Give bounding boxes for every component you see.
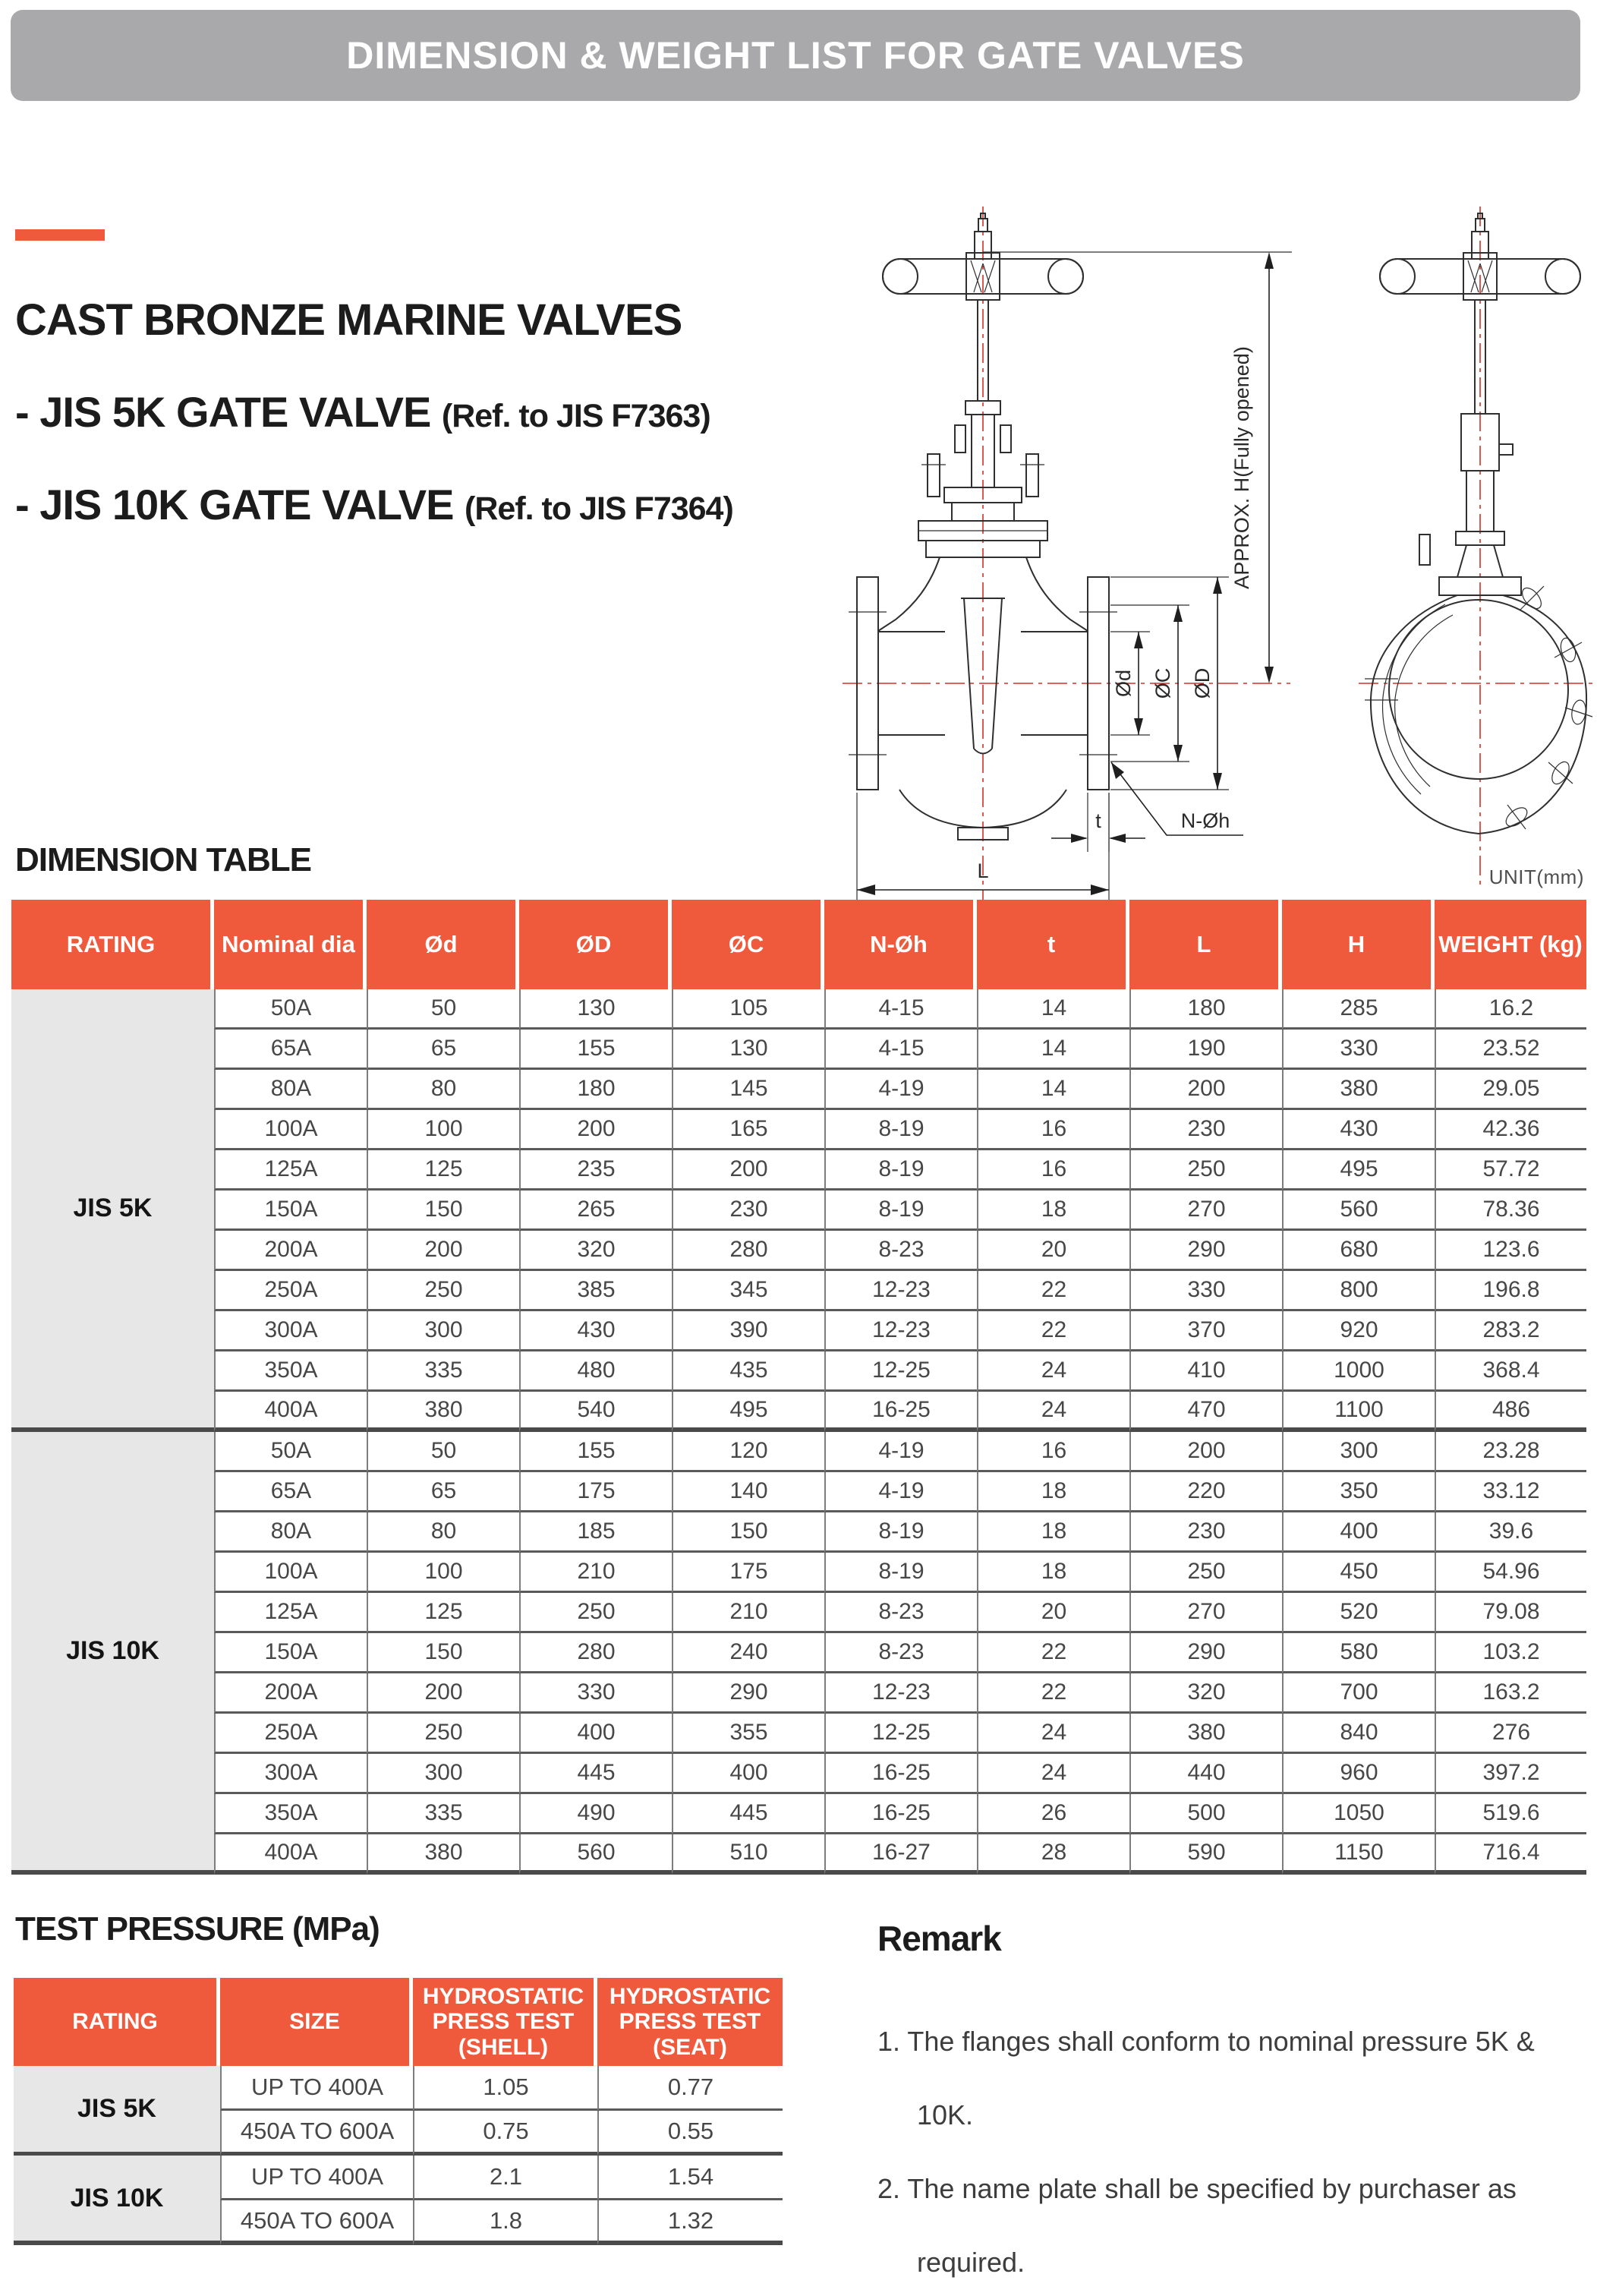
dim-value-cell: 470 — [1129, 1392, 1282, 1432]
dim-value-cell: 270 — [1129, 1593, 1282, 1633]
dim-value-cell: 200 — [367, 1231, 519, 1271]
table-row — [11, 1553, 1586, 1593]
tp-value-cell: 0.77 — [597, 2066, 783, 2111]
dim-value-cell: 430 — [519, 1311, 672, 1351]
dim-value-cell: 24 — [977, 1392, 1129, 1432]
dim-value-cell: 700 — [1282, 1673, 1435, 1714]
dim-value-cell: 250A — [214, 1714, 367, 1754]
tp-value-cell: 0.55 — [597, 2111, 783, 2156]
dim-value-cell: 4-19 — [824, 1472, 977, 1512]
dim-value-cell: 16 — [977, 1432, 1129, 1472]
dim-value-cell: 250 — [519, 1593, 672, 1633]
dim-value-cell: 8-23 — [824, 1633, 977, 1673]
dim-value-cell: 163.2 — [1435, 1673, 1586, 1714]
dim-value-cell: 78.36 — [1435, 1191, 1586, 1231]
dim-value-cell: 210 — [519, 1553, 672, 1593]
dim-value-cell: 345 — [672, 1271, 824, 1311]
dim-value-cell: 14 — [977, 989, 1129, 1030]
dim-value-cell: 39.6 — [1435, 1512, 1586, 1553]
dim-value-cell: 335 — [367, 1351, 519, 1392]
dim-value-cell: 8-19 — [824, 1150, 977, 1191]
table-row — [11, 1834, 1586, 1875]
dimension-table — [11, 900, 1586, 1875]
dim-value-cell: 79.08 — [1435, 1593, 1586, 1633]
test-pressure-header — [14, 1978, 783, 2066]
dim-value-cell: 50A — [214, 1432, 367, 1472]
flange-bolt-holes — [1503, 585, 1592, 830]
table-row — [11, 1754, 1586, 1794]
dim-col-header: L — [1129, 900, 1282, 989]
dim-value-cell: 155 — [519, 1030, 672, 1070]
dim-value-cell: 18 — [977, 1472, 1129, 1512]
dim-value-cell: 680 — [1282, 1231, 1435, 1271]
dim-value-cell: 350A — [214, 1351, 367, 1392]
dim-value-cell: 495 — [1282, 1150, 1435, 1191]
dim-value-cell: 18 — [977, 1191, 1129, 1231]
product-subtitle-10k — [15, 480, 733, 529]
dim-value-cell: 12-23 — [824, 1311, 977, 1351]
dim-value-cell: 4-19 — [824, 1432, 977, 1472]
tp-value-cell: 0.75 — [413, 2111, 597, 2156]
table-row — [11, 1673, 1586, 1714]
table-row — [11, 1432, 1586, 1472]
dim-value-cell: 16 — [977, 1150, 1129, 1191]
dim-value-cell: 385 — [519, 1271, 672, 1311]
dim-value-cell: 486 — [1435, 1392, 1586, 1432]
dim-value-cell: 210 — [672, 1593, 824, 1633]
remark-item-text: The name plate shall be specified by purchaser as required. — [907, 2173, 1517, 2278]
dim-value-cell: 400A — [214, 1392, 367, 1432]
dim-value-cell: 12-23 — [824, 1271, 977, 1311]
tp-value-cell: 2.1 — [413, 2156, 597, 2200]
dim-value-cell: 22 — [977, 1633, 1129, 1673]
dim-value-cell: 125 — [367, 1150, 519, 1191]
dim-value-cell: 23.28 — [1435, 1432, 1586, 1472]
dim-value-cell: 1050 — [1282, 1794, 1435, 1834]
table-row — [11, 1714, 1586, 1754]
table-row — [11, 1231, 1586, 1271]
tp-value-cell: 450A TO 600A — [220, 2200, 413, 2245]
tp-value-cell: 1.54 — [597, 2156, 783, 2200]
dim-value-cell: 716.4 — [1435, 1834, 1586, 1875]
dim-value-cell: 800 — [1282, 1271, 1435, 1311]
dim-value-cell: 480 — [519, 1351, 672, 1392]
table-row — [11, 1794, 1586, 1834]
dim-value-cell: 400 — [1282, 1512, 1435, 1553]
dim-col-header: WEIGHT (kg) — [1435, 900, 1586, 989]
dim-label-d: Ød — [1112, 669, 1135, 698]
dim-value-cell: 200 — [1129, 1432, 1282, 1472]
accent-dash — [15, 229, 105, 241]
dim-value-cell: 16-25 — [824, 1754, 977, 1794]
dim-value-cell: 335 — [367, 1794, 519, 1834]
dim-value-cell: 105 — [672, 989, 824, 1030]
tp-value-cell: 450A TO 600A — [220, 2111, 413, 2156]
table-row — [11, 1150, 1586, 1191]
dim-value-cell: 350A — [214, 1794, 367, 1834]
remark-item-text: The flanges shall conform to nominal pressure 5K & 10K. — [907, 2026, 1535, 2130]
dim-col-header: Nominal dia — [214, 900, 367, 989]
table-row — [11, 989, 1586, 1030]
dim-value-cell: 185 — [519, 1512, 672, 1553]
remark-item — [877, 2152, 1591, 2296]
dim-value-cell: 14 — [977, 1030, 1129, 1070]
dim-value-cell: 80A — [214, 1512, 367, 1553]
dim-value-cell: 250A — [214, 1271, 367, 1311]
dim-col-header: ØD — [519, 900, 672, 989]
dim-value-cell: 290 — [1129, 1633, 1282, 1673]
dim-value-cell: 18 — [977, 1512, 1129, 1553]
dim-value-cell: 300A — [214, 1311, 367, 1351]
tp-col-header: HYDROSTATIC PRESS TEST (SEAT) — [597, 1978, 783, 2066]
dim-value-cell: 200 — [1129, 1070, 1282, 1110]
test-pressure-title: TEST PRESSURE (MPa) — [15, 1910, 380, 1948]
product-title: CAST BRONZE MARINE VALVES — [15, 295, 682, 345]
table-row — [11, 1311, 1586, 1351]
dim-value-cell: 220 — [1129, 1472, 1282, 1512]
subtitle-main: - JIS 10K GATE VALVE — [15, 481, 465, 528]
dim-value-cell: 50 — [367, 989, 519, 1030]
dim-value-cell: 397.2 — [1435, 1754, 1586, 1794]
dim-value-cell: 300 — [367, 1311, 519, 1351]
valve-side-view — [1365, 213, 1592, 834]
dim-value-cell: 18 — [977, 1553, 1129, 1593]
remark-list — [877, 2004, 1591, 2296]
dim-value-cell: 4-19 — [824, 1070, 977, 1110]
dim-value-cell: 14 — [977, 1070, 1129, 1110]
dim-value-cell: 230 — [1129, 1110, 1282, 1150]
dim-value-cell: 65A — [214, 1030, 367, 1070]
page-title: DIMENSION & WEIGHT LIST FOR GATE VALVES — [346, 34, 1245, 77]
dim-value-cell: 24 — [977, 1714, 1129, 1754]
dim-value-cell: 150A — [214, 1633, 367, 1673]
dim-value-cell: 390 — [672, 1311, 824, 1351]
dim-value-cell: 350 — [1282, 1472, 1435, 1512]
dim-col-header: RATING — [11, 900, 214, 989]
page-banner — [11, 10, 1580, 101]
dim-value-cell: 16-27 — [824, 1834, 977, 1875]
dim-col-header: N-Øh — [824, 900, 977, 989]
dim-value-cell: 450 — [1282, 1553, 1435, 1593]
table-row — [11, 1070, 1586, 1110]
dim-label-l: L — [977, 859, 989, 882]
dim-value-cell: 276 — [1435, 1714, 1586, 1754]
dimension-annotations — [857, 252, 1292, 904]
dim-value-cell: 20 — [977, 1231, 1129, 1271]
dim-value-cell: 20 — [977, 1593, 1129, 1633]
dim-value-cell: 130 — [519, 989, 672, 1030]
dim-value-cell: 235 — [519, 1150, 672, 1191]
dim-value-cell: 435 — [672, 1351, 824, 1392]
tp-value-cell: UP TO 400A — [220, 2066, 413, 2111]
dim-label-nh: N-Øh — [1180, 809, 1230, 832]
table-row — [11, 1633, 1586, 1673]
dim-label-c: ØC — [1151, 667, 1174, 699]
tp-col-header: HYDROSTATIC PRESS TEST (SHELL) — [413, 1978, 597, 2066]
dim-value-cell: 80 — [367, 1070, 519, 1110]
remark-item-number: 2. — [877, 2173, 901, 2204]
test-pressure-body — [14, 2066, 783, 2245]
dim-value-cell: 368.4 — [1435, 1351, 1586, 1392]
dim-value-cell: 410 — [1129, 1351, 1282, 1392]
table-row — [11, 1191, 1586, 1231]
dim-value-cell: 12-25 — [824, 1714, 977, 1754]
dim-value-cell: 12-25 — [824, 1351, 977, 1392]
dim-value-cell: 140 — [672, 1472, 824, 1512]
dim-col-header: H — [1282, 900, 1435, 989]
dimension-table-title: DIMENSION TABLE — [15, 841, 311, 878]
dim-value-cell: 1000 — [1282, 1351, 1435, 1392]
dim-value-cell: 100 — [367, 1110, 519, 1150]
dim-value-cell: 280 — [672, 1231, 824, 1271]
dim-value-cell: 380 — [367, 1834, 519, 1875]
dim-value-cell: 23.52 — [1435, 1030, 1586, 1070]
table-row — [11, 1472, 1586, 1512]
dim-value-cell: 285 — [1282, 989, 1435, 1030]
dim-value-cell: 330 — [1282, 1030, 1435, 1070]
dim-value-cell: 180 — [1129, 989, 1282, 1030]
dim-value-cell: 920 — [1282, 1311, 1435, 1351]
dimension-table-body — [11, 989, 1586, 1875]
dim-value-cell: 519.6 — [1435, 1794, 1586, 1834]
dim-value-cell: 150 — [367, 1633, 519, 1673]
dim-value-cell: 65 — [367, 1472, 519, 1512]
dim-value-cell: 42.36 — [1435, 1110, 1586, 1150]
table-row — [11, 1392, 1586, 1432]
dim-value-cell: 8-19 — [824, 1553, 977, 1593]
dim-value-cell: 8-19 — [824, 1110, 977, 1150]
dim-value-cell: 28 — [977, 1834, 1129, 1875]
dim-value-cell: 150 — [672, 1512, 824, 1553]
tp-col-header: RATING — [14, 1978, 220, 2066]
remark-item-number: 1. — [877, 2026, 901, 2057]
dim-value-cell: 230 — [672, 1191, 824, 1231]
dim-value-cell: 230 — [1129, 1512, 1282, 1553]
dim-value-cell: 510 — [672, 1834, 824, 1875]
dim-label-dd: ØD — [1191, 667, 1214, 699]
dim-value-cell: 580 — [1282, 1633, 1435, 1673]
dim-value-cell: 355 — [672, 1714, 824, 1754]
dim-value-cell: 560 — [519, 1834, 672, 1875]
dim-value-cell: 8-23 — [824, 1231, 977, 1271]
dim-value-cell: 370 — [1129, 1311, 1282, 1351]
subtitle-ref: (Ref. to JIS F7364) — [465, 490, 733, 527]
dim-value-cell: 270 — [1129, 1191, 1282, 1231]
dim-value-cell: 250 — [367, 1271, 519, 1311]
dim-value-cell: 100A — [214, 1110, 367, 1150]
dim-value-cell: 283.2 — [1435, 1311, 1586, 1351]
dim-value-cell: 29.05 — [1435, 1070, 1586, 1110]
dim-label-h: APPROX. H(Fully opened) — [1230, 346, 1253, 589]
dim-value-cell: 8-19 — [824, 1191, 977, 1231]
dim-value-cell: 380 — [1282, 1070, 1435, 1110]
dim-value-cell: 57.72 — [1435, 1150, 1586, 1191]
dim-value-cell: 50 — [367, 1432, 519, 1472]
dim-value-cell: 54.96 — [1435, 1553, 1586, 1593]
dim-value-cell: 125A — [214, 1150, 367, 1191]
unit-label: UNIT(mm) — [1488, 866, 1584, 888]
table-row — [11, 1512, 1586, 1553]
dim-label-t: t — [1095, 809, 1101, 832]
dim-value-cell: 330 — [519, 1673, 672, 1714]
test-pressure-table — [14, 1978, 783, 2245]
dim-value-cell: 300 — [367, 1754, 519, 1794]
dim-value-cell: 380 — [1129, 1714, 1282, 1754]
dim-value-cell: 445 — [672, 1794, 824, 1834]
dim-value-cell: 65A — [214, 1472, 367, 1512]
dim-value-cell: 250 — [1129, 1553, 1282, 1593]
tp-value-cell: 1.05 — [413, 2066, 597, 2111]
dim-value-cell: 65 — [367, 1030, 519, 1070]
table-row — [11, 1593, 1586, 1633]
rating-cell: JIS 5K — [14, 2066, 220, 2156]
dim-value-cell: 150 — [367, 1191, 519, 1231]
dim-value-cell: 280 — [519, 1633, 672, 1673]
dim-value-cell: 4-15 — [824, 1030, 977, 1070]
tp-col-header: SIZE — [220, 1978, 413, 2066]
dim-value-cell: 400 — [672, 1754, 824, 1794]
dim-value-cell: 26 — [977, 1794, 1129, 1834]
remark-item — [877, 2004, 1591, 2152]
tp-value-cell: 1.32 — [597, 2200, 783, 2245]
dim-value-cell: 330 — [1129, 1271, 1282, 1311]
dim-value-cell: 22 — [977, 1271, 1129, 1311]
dim-value-cell: 22 — [977, 1673, 1129, 1714]
dim-value-cell: 200A — [214, 1231, 367, 1271]
dim-value-cell: 16-25 — [824, 1392, 977, 1432]
dim-value-cell: 16 — [977, 1110, 1129, 1150]
dim-col-header: t — [977, 900, 1129, 989]
dim-value-cell: 190 — [1129, 1030, 1282, 1070]
table-row — [11, 1351, 1586, 1392]
dim-value-cell: 380 — [367, 1392, 519, 1432]
rating-cell: JIS 10K — [11, 1432, 214, 1875]
dim-value-cell: 103.2 — [1435, 1633, 1586, 1673]
dim-value-cell: 180 — [519, 1070, 672, 1110]
dim-value-cell: 16-25 — [824, 1794, 977, 1834]
dim-value-cell: 80A — [214, 1070, 367, 1110]
dim-value-cell: 240 — [672, 1633, 824, 1673]
dim-value-cell: 4-15 — [824, 989, 977, 1030]
remark-title: Remark — [877, 1919, 1001, 1958]
dim-value-cell: 24 — [977, 1754, 1129, 1794]
dim-value-cell: 500 — [1129, 1794, 1282, 1834]
dim-value-cell: 1100 — [1282, 1392, 1435, 1432]
dim-value-cell: 400A — [214, 1834, 367, 1875]
table-row — [14, 2156, 783, 2200]
dim-value-cell: 130 — [672, 1030, 824, 1070]
table-row — [11, 1030, 1586, 1070]
dim-value-cell: 445 — [519, 1754, 672, 1794]
dim-value-cell: 265 — [519, 1191, 672, 1231]
dim-value-cell: 430 — [1282, 1110, 1435, 1150]
dim-value-cell: 200 — [519, 1110, 672, 1150]
dim-value-cell: 12-23 — [824, 1673, 977, 1714]
dim-value-cell: 200 — [367, 1673, 519, 1714]
dim-value-cell: 440 — [1129, 1754, 1282, 1794]
valve-technical-drawing — [835, 197, 1597, 919]
dim-value-cell: 123.6 — [1435, 1231, 1586, 1271]
dim-value-cell: 165 — [672, 1110, 824, 1150]
dimension-table-header — [11, 900, 1586, 989]
dim-value-cell: 490 — [519, 1794, 672, 1834]
dim-value-cell: 175 — [519, 1472, 672, 1512]
dim-value-cell: 33.12 — [1435, 1472, 1586, 1512]
dim-value-cell: 125 — [367, 1593, 519, 1633]
dim-value-cell: 300 — [1282, 1432, 1435, 1472]
table-row — [14, 2066, 783, 2111]
dim-col-header: Ød — [367, 900, 519, 989]
dim-value-cell: 22 — [977, 1311, 1129, 1351]
dim-value-cell: 50A — [214, 989, 367, 1030]
subtitle-main: - JIS 5K GATE VALVE — [15, 388, 442, 436]
dim-value-cell: 560 — [1282, 1191, 1435, 1231]
dim-value-cell: 250 — [1129, 1150, 1282, 1191]
dim-value-cell: 250 — [367, 1714, 519, 1754]
subtitle-ref: (Ref. to JIS F7363) — [441, 398, 710, 434]
tp-value-cell: UP TO 400A — [220, 2156, 413, 2200]
dim-value-cell: 8-19 — [824, 1512, 977, 1553]
dim-value-cell: 290 — [1129, 1231, 1282, 1271]
dim-value-cell: 16.2 — [1435, 989, 1586, 1030]
dim-value-cell: 196.8 — [1435, 1271, 1586, 1311]
dim-value-cell: 145 — [672, 1070, 824, 1110]
dim-value-cell: 100A — [214, 1553, 367, 1593]
dim-value-cell: 175 — [672, 1553, 824, 1593]
rating-cell: JIS 5K — [11, 989, 214, 1432]
dim-value-cell: 320 — [1129, 1673, 1282, 1714]
dim-value-cell: 150A — [214, 1191, 367, 1231]
dim-value-cell: 320 — [519, 1231, 672, 1271]
tp-value-cell: 1.8 — [413, 2200, 597, 2245]
dim-value-cell: 200 — [672, 1150, 824, 1191]
table-row — [11, 1110, 1586, 1150]
dim-value-cell: 1150 — [1282, 1834, 1435, 1875]
dim-value-cell: 960 — [1282, 1754, 1435, 1794]
dim-value-cell: 125A — [214, 1593, 367, 1633]
dim-value-cell: 8-23 — [824, 1593, 977, 1633]
dim-value-cell: 80 — [367, 1512, 519, 1553]
dim-value-cell: 200A — [214, 1673, 367, 1714]
dim-value-cell: 495 — [672, 1392, 824, 1432]
dim-value-cell: 300A — [214, 1754, 367, 1794]
dim-value-cell: 120 — [672, 1432, 824, 1472]
dim-value-cell: 24 — [977, 1351, 1129, 1392]
dim-value-cell: 540 — [519, 1392, 672, 1432]
dim-value-cell: 155 — [519, 1432, 672, 1472]
dim-value-cell: 840 — [1282, 1714, 1435, 1754]
dim-col-header: ØC — [672, 900, 824, 989]
dim-value-cell: 290 — [672, 1673, 824, 1714]
product-subtitle-5k — [15, 387, 710, 437]
dim-value-cell: 400 — [519, 1714, 672, 1754]
dim-value-cell: 520 — [1282, 1593, 1435, 1633]
dim-value-cell: 100 — [367, 1553, 519, 1593]
rating-cell: JIS 10K — [14, 2156, 220, 2245]
table-row — [11, 1271, 1586, 1311]
dim-value-cell: 590 — [1129, 1834, 1282, 1875]
